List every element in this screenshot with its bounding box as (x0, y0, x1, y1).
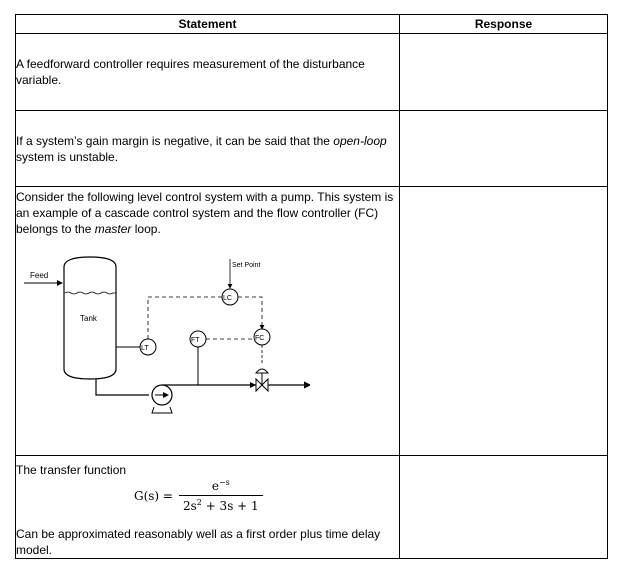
tank-label: Tank (80, 314, 97, 323)
lc-signal (238, 297, 262, 329)
formula-numerator: $e^{-s}$ (211, 478, 230, 493)
response-cell[interactable] (400, 34, 608, 111)
ft-label: FT (191, 337, 200, 344)
formula-lhs: G(s) = (134, 489, 173, 503)
set-point-label: Set Point (232, 262, 261, 269)
formula-fraction (179, 478, 263, 514)
lt-signal (148, 297, 222, 339)
table-row (16, 34, 608, 111)
statement-cell (16, 187, 400, 456)
statement-header: Statement (16, 15, 400, 34)
table-row (16, 456, 608, 559)
pump-base (152, 407, 172, 413)
feed-label: Feed (30, 271, 49, 280)
table-row (16, 111, 608, 187)
statement-table (15, 14, 608, 559)
response-cell[interactable] (400, 456, 608, 559)
statement-text: If a system’s gain margin is negative, it can be said that the open-loop system is unstable. (16, 134, 387, 164)
table-row (16, 187, 608, 456)
statement-cell (16, 456, 400, 559)
response-cell[interactable] (400, 187, 608, 456)
fc-label: FC (255, 335, 265, 342)
statement-text: A feedforward controller requires measurement of the disturbance variable. (16, 57, 365, 87)
statement-text: Consider the following level control system with a pump. This system is an example of a cascade control system and the flow controller (FC) belongs to the master loop. (16, 190, 394, 236)
formula-denominator: $2s^2 + 3s + 1$ (179, 495, 263, 514)
lc-label: LC (223, 295, 232, 302)
statement-text: The transfer function (16, 463, 127, 477)
response-cell[interactable] (400, 111, 608, 187)
statement-cell (16, 111, 400, 187)
response-header: Response (400, 15, 608, 34)
statement-text: Can be approximated reasonably well as a first order plus time delay model. (16, 527, 381, 557)
lt-label: LT (141, 345, 149, 352)
statement-cell (16, 34, 400, 111)
level-control-diagram (10, 249, 310, 429)
valve-actuator (256, 369, 268, 373)
transfer-function-formula (134, 478, 399, 514)
outlet-pipe (96, 379, 149, 395)
